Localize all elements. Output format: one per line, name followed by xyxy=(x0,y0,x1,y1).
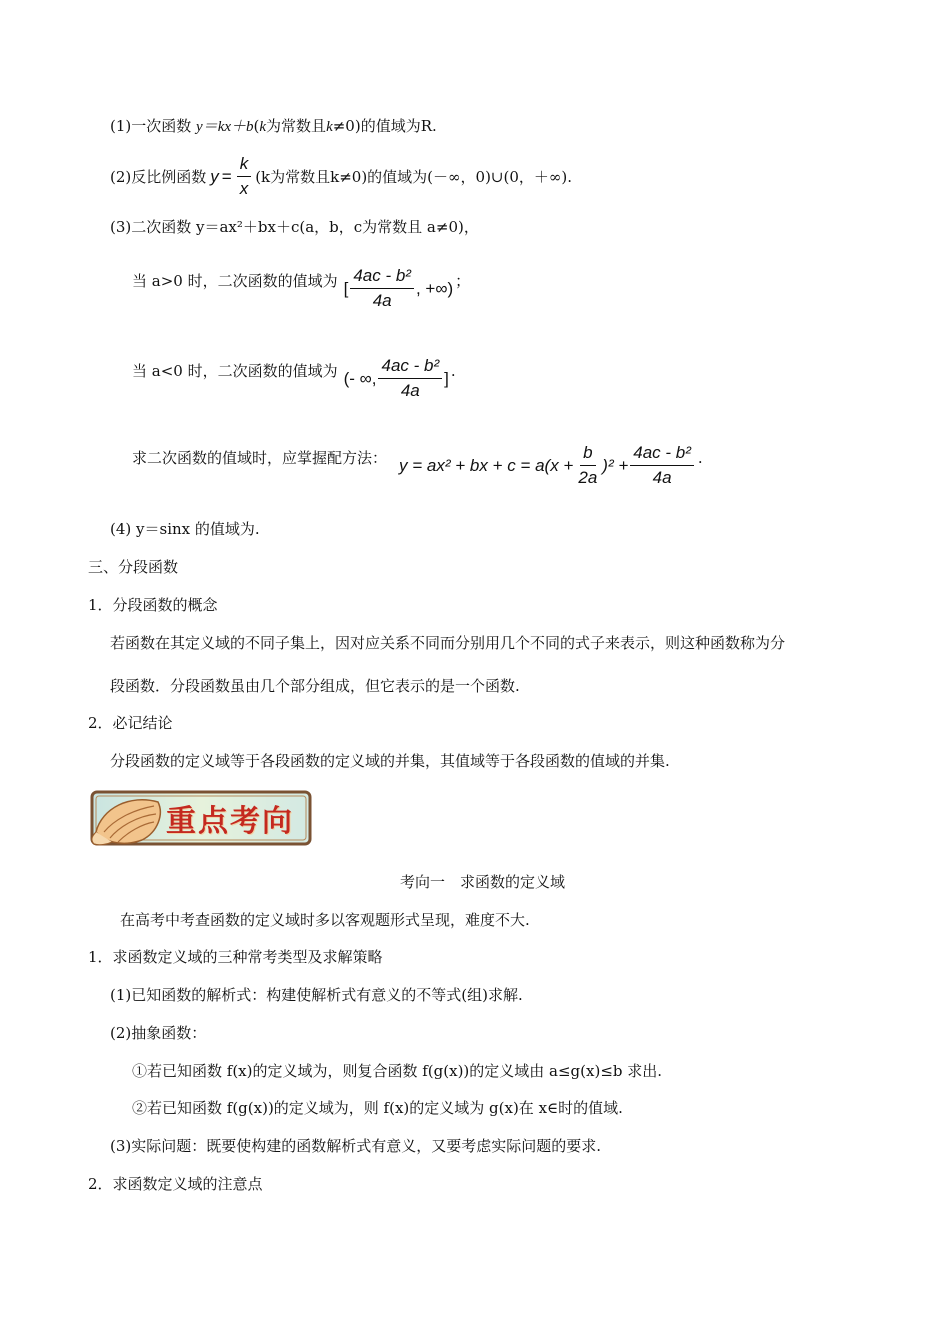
item-3-method-mid: )² + xyxy=(602,455,629,475)
item-3-case-1-open: [ xyxy=(343,278,349,298)
item-3-case-2-fraction xyxy=(378,356,442,401)
item-3-method-fraction-2 xyxy=(630,443,694,488)
item-1-tail: ≠0)的值域为R. xyxy=(332,117,437,135)
item-2-y: y xyxy=(210,166,219,186)
item-3-case-1-close: , +∞) xyxy=(415,278,454,298)
item-3-case-1 xyxy=(132,266,470,311)
item-2-tail: (k为常数且k≠0)的值域为(－∞，0)∪(0，＋∞). xyxy=(255,167,573,186)
item-3-case-2-numerator: 4ac - b² xyxy=(378,356,442,379)
item-2-line xyxy=(110,154,572,199)
item-3-method-fraction-1-denominator: 2a xyxy=(578,468,598,487)
item-3-method-end: . xyxy=(697,448,703,467)
key-topics-banner xyxy=(88,788,314,852)
item-3-method-fraction-1-numerator: b xyxy=(580,443,595,466)
item-3-method-prefix: 求二次函数的值域时，应掌握配方法： xyxy=(132,448,388,467)
item-3-case-2-prefix: 当 a<0 时，二次函数的值域为 xyxy=(132,361,338,380)
item-2-denominator: x xyxy=(239,179,249,198)
item-1-line xyxy=(110,116,437,137)
topic-1-subheading-1: 1．求函数定义域的三种常考类型及求解策略 xyxy=(88,948,383,966)
item-1-formula: y＝kx＋b xyxy=(196,119,254,135)
item-3-case-1-end: ； xyxy=(455,271,471,290)
banner-title: 重点考向 xyxy=(166,804,294,839)
item-3-method-lhs: y = ax² + bx + c = a(x + xyxy=(399,455,574,475)
item-3-case-1-fraction xyxy=(350,266,414,311)
item-4-line: (4) y＝sinx 的值域为. xyxy=(110,520,260,538)
item-3-line: (3)二次函数 y＝ax²＋bx＋c(a，b，c为常数且 a≠0)， xyxy=(110,218,479,236)
item-2-numerator: k xyxy=(237,154,252,177)
item-1-k: k xyxy=(259,119,267,135)
topic-1-strategy-3: (3)实际问题：既要使构建的函数解析式有意义，又要考虑实际问题的要求. xyxy=(110,1137,602,1155)
item-3-case-2-open: (- ∞, xyxy=(343,368,377,388)
item-2-fraction xyxy=(237,154,252,199)
section-3-subheading-2: 2．必记结论 xyxy=(88,714,173,732)
item-1-condition: 为常数且 xyxy=(266,117,327,135)
item-1-prefix: (1)一次函数 xyxy=(110,117,192,135)
section-3-title: 三、分段函数 xyxy=(88,558,179,576)
section-3-paragraph-1-line-2: 段函数．分段函数虽由几个部分组成，但它表示的是一个函数. xyxy=(110,677,520,695)
item-2-prefix: (2)反比例函数 xyxy=(110,167,207,186)
item-2-equals: = xyxy=(221,166,232,186)
item-3-case-1-denominator: 4a xyxy=(372,291,392,310)
topic-1-intro: 在高考中考查函数的定义域时多以客观题形式呈现，难度不大. xyxy=(120,911,530,929)
topic-1-strategy-1: (1)已知函数的解析式：构建使解析式有意义的不等式(组)求解. xyxy=(110,986,523,1004)
topic-1-strategy-2: (2)抽象函数： xyxy=(110,1024,207,1042)
item-3-case-2-close: ] xyxy=(444,368,449,388)
section-3-paragraph-1-line-1: 若函数在其定义域的不同子集上，因对应关系不同而分别用几个不同的式子来表示，则这种函数称为分 xyxy=(110,634,786,652)
item-3-case-2-denominator: 4a xyxy=(400,381,420,400)
item-3-case-1-prefix: 当 a>0 时，二次函数的值域为 xyxy=(132,271,338,290)
item-3-case-2-end: . xyxy=(450,361,456,380)
item-3-method-fraction-1 xyxy=(575,443,600,488)
section-3-paragraph-2: 分段函数的定义域等于各段函数的定义域的并集，其值域等于各段函数的值域的并集. xyxy=(110,752,670,770)
item-3-case-1-numerator: 4ac - b² xyxy=(350,266,414,289)
item-3-method-fraction-2-numerator: 4ac - b² xyxy=(630,443,694,466)
item-1-open-paren: ( xyxy=(253,117,260,135)
seashell-icon xyxy=(88,788,170,852)
item-3-method xyxy=(132,443,703,488)
item-3-case-2 xyxy=(132,356,456,401)
topic-1-heading: 考向一 求函数的定义域 xyxy=(400,873,566,891)
item-3-method-fraction-2-denominator: 4a xyxy=(652,468,672,487)
topic-1-subheading-2: 2．求函数定义域的注意点 xyxy=(88,1175,263,1193)
topic-1-strategy-2a: ①若已知函数 f(x)的定义域为，则复合函数 f(g(x))的定义域由 a≤g(x)≤b 求出. xyxy=(132,1062,663,1080)
topic-1-strategy-2b: ②若已知函数 f(g(x))的定义域为，则 f(x)的定义域为 g(x)在 x∈时的值域. xyxy=(132,1099,623,1117)
section-3-subheading-1: 1．分段函数的概念 xyxy=(88,596,218,614)
item-1-k2: k xyxy=(326,119,333,135)
